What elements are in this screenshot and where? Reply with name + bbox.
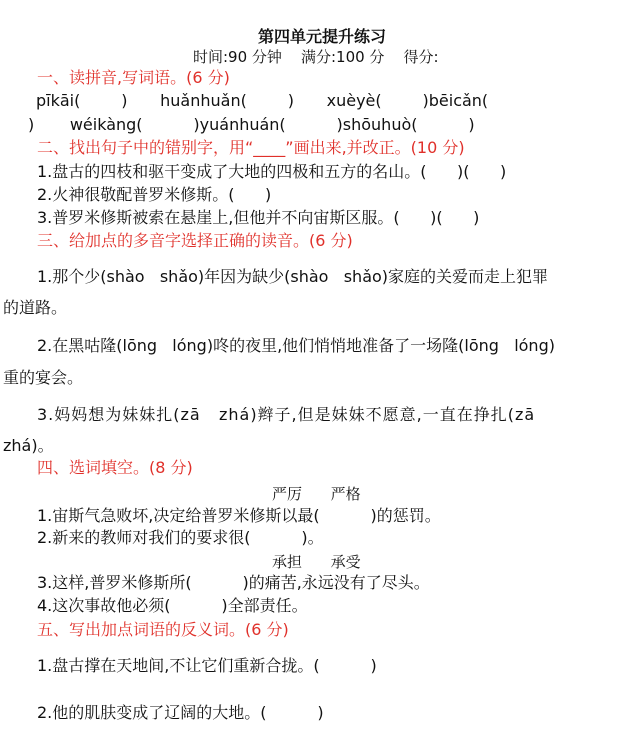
section-1-heading: 一、读拼音,写词语。(6 分) (37, 68, 230, 87)
question-item: 4.这次事故他必须( )全部责任。 (37, 596, 308, 615)
question-item: 3.妈妈想为妹妹扎(zā zhá)辫子,但是妹妹不愿意,一直在挣扎(zā (37, 405, 536, 424)
pinyin-line: ) wéikàng( )yuánhuán( )shōuhuò( ) (28, 115, 475, 134)
pinyin-line: pīkāi( ) huǎnhuǎn( ) xuèyè( )bēicǎn( (36, 91, 489, 110)
question-item: 1.盘古撑在天地间,不让它们重新合拢。( ) (37, 656, 377, 675)
question-item: 2.火神很敬配普罗米修斯。( ) (37, 185, 272, 204)
section-5-heading: 五、写出加点词语的反义词。(6 分) (37, 620, 289, 639)
question-item: 3.这样,普罗米修斯所( )的痛苦,永远没有了尽头。 (37, 573, 430, 592)
question-item: 2.新来的教师对我们的要求很( )。 (37, 528, 324, 547)
word-choices: 承担 承受 (272, 553, 361, 571)
question-item-cont: zhá)。 (3, 436, 54, 455)
question-item: 1.那个少(shào shǎo)年因为缺少(shào shǎo)家庭的关爱而走上犯罪 (37, 267, 549, 286)
question-item: 1.盘古的四枝和驱干变成了大地的四极和五方的名山。( )( ) (37, 162, 507, 181)
section-2-heading: 二、找出句子中的错别字，用“____”画出来,并改正。(10 分) (37, 138, 465, 157)
question-item-cont: 重的宴会。 (3, 368, 84, 387)
page-title: 第四单元提升练习 (258, 27, 387, 46)
section-3-heading: 三、给加点的多音字选择正确的读音。(6 分) (37, 231, 353, 250)
word-choices: 严厉 严格 (272, 485, 361, 503)
exam-info: 时间:90 分钟 满分:100 分 得分: (193, 48, 439, 66)
question-item: 2.在黑咕隆(lōng lóng)咚的夜里,他们悄悄地准备了一场隆(lōng lóng) (37, 336, 555, 355)
question-item: 3.普罗米修斯被索在悬崖上,但他并不向宙斯区服。( )( ) (37, 208, 480, 227)
section-4-heading: 四、选词填空。(8 分) (37, 458, 193, 477)
question-item: 2.他的肌肤变成了辽阔的大地。( ) (37, 703, 324, 722)
question-item-cont: 的道路。 (3, 298, 68, 317)
question-item: 1.宙斯气急败坏,决定给普罗米修斯以最( )的惩罚。 (37, 506, 441, 525)
